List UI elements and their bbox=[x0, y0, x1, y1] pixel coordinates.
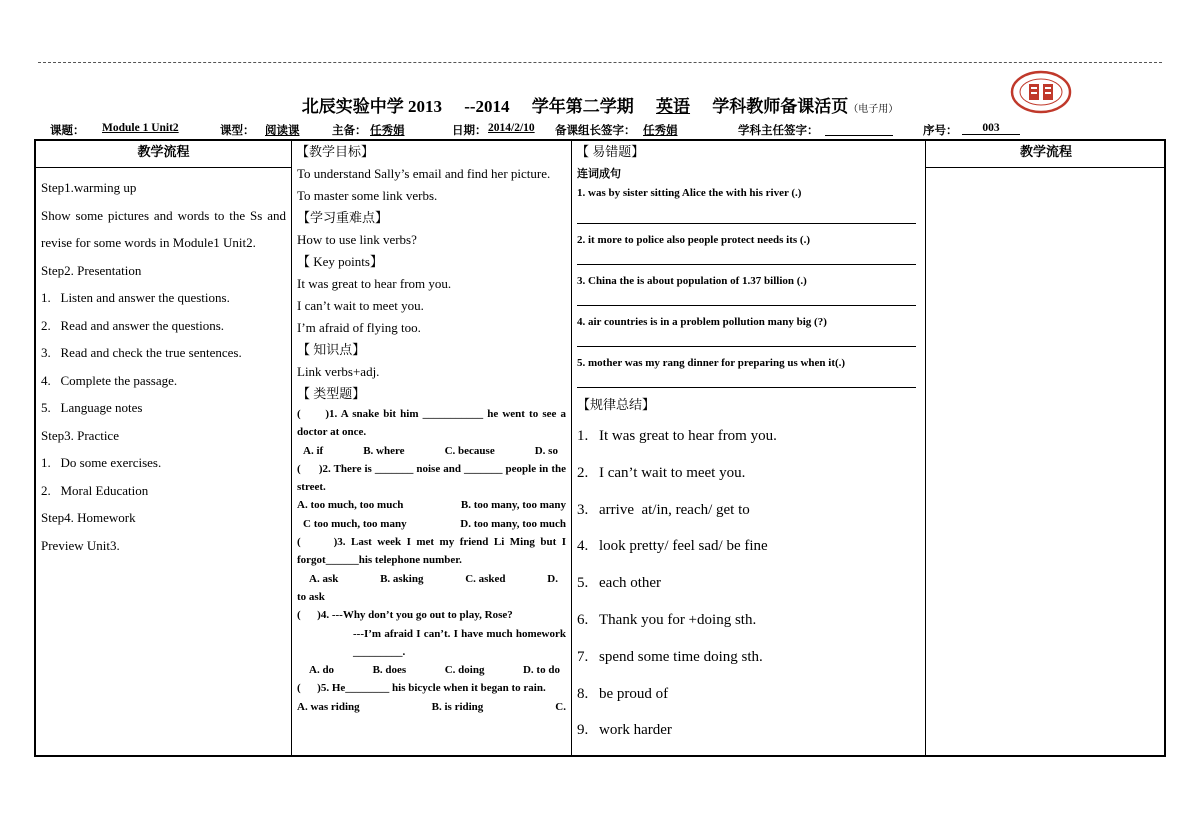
option: A. ask bbox=[309, 572, 339, 585]
errors-header: 【 易错题】 bbox=[576, 144, 645, 159]
process-line: 2. Read and answer the questions. bbox=[41, 317, 225, 333]
goals-body bbox=[292, 161, 571, 718]
question-5: ( )5. He________ his bicycle when it began to rain. bbox=[297, 682, 546, 695]
rule-text: I can’t wait to meet you. bbox=[599, 464, 746, 481]
title-subject: 英语 bbox=[656, 97, 691, 116]
rule-item: 2. I can’t wait to meet you. bbox=[577, 464, 746, 481]
option: A. too much, too much bbox=[297, 499, 404, 512]
rule-text: work harder bbox=[599, 722, 672, 739]
process-body bbox=[36, 168, 291, 565]
top-dashed-rule bbox=[38, 62, 1162, 63]
leader-label: 备课组长签字： bbox=[555, 125, 636, 137]
rule-text: Thank you for +doing sth. bbox=[599, 611, 757, 628]
process-line: Step4. Homework bbox=[41, 510, 136, 525]
date-label: 日期： bbox=[452, 125, 487, 137]
column-goals bbox=[292, 141, 572, 755]
sentence-item: 1. was by sister sitting Alice the with his river (.) bbox=[577, 187, 802, 199]
goal-header: 【教学目标】 bbox=[296, 144, 375, 159]
sentence-item: 2. it more to police also people protect needs its (.) bbox=[577, 234, 810, 246]
option: D. to do bbox=[522, 664, 560, 677]
option: A. if bbox=[303, 444, 324, 457]
option: C. asked bbox=[465, 572, 506, 585]
option: C. bbox=[555, 700, 566, 713]
rule-item: 8. be proud of bbox=[577, 685, 669, 702]
goal-line: To understand Sally’s email and find her picture. bbox=[297, 166, 551, 181]
question-4: ( )4. ---Why don’t you go out to play, Rose? bbox=[297, 609, 513, 622]
type-header: 【 类型题】 bbox=[297, 386, 366, 401]
option: C. because bbox=[444, 444, 495, 457]
option: A. do bbox=[309, 664, 335, 677]
rule-text: It was great to hear from you. bbox=[599, 428, 777, 444]
process-line: Preview Unit3. bbox=[41, 537, 120, 553]
process-line: 4. Complete the passage. bbox=[41, 372, 178, 388]
sentence-item: 3. China the is about population of 1.37 billion (.) bbox=[577, 275, 807, 287]
rule-item: 9. work harder bbox=[577, 722, 672, 739]
rule-item: 4. look pretty/ feel sad/ be fine bbox=[577, 538, 768, 555]
type-label: 课型： bbox=[220, 125, 255, 137]
column-process-right bbox=[926, 141, 1166, 755]
question-1: ( )1. A snake bit him ___________ he went to see a doctor at once. bbox=[297, 408, 569, 439]
answer-line bbox=[577, 199, 916, 224]
rule-item: 1. It was great to hear from you. bbox=[577, 428, 777, 444]
question-5-options bbox=[297, 698, 566, 716]
key-line: How to use link verbs? bbox=[297, 232, 417, 247]
title-suffix: 学科教师备课活页 bbox=[712, 97, 849, 116]
process-line: Step1.warming up bbox=[41, 180, 137, 195]
option: D. so bbox=[534, 444, 558, 457]
answer-line bbox=[577, 369, 916, 388]
school-seal-logo bbox=[1010, 70, 1072, 114]
point-line: I’m afraid of flying too. bbox=[297, 320, 421, 335]
question-3: ( )3. Last week I met my friend Li Ming but I forgot______his telephone number. bbox=[297, 536, 569, 567]
serial-label: 序号： bbox=[923, 125, 958, 137]
question-2: ( )2. There is _______ noise and _______ people in the street. bbox=[297, 462, 569, 494]
question-4-reply: ---I’m afraid I can’t. I have much homework _________. bbox=[353, 627, 566, 658]
question-4-options bbox=[297, 661, 566, 679]
process-line: 3. Read and check the true sentences. bbox=[41, 345, 242, 360]
title-note: （电子用） bbox=[848, 104, 899, 115]
option: B. does bbox=[372, 664, 407, 677]
option: D. bbox=[547, 572, 558, 585]
knowledge-header: 【 知识点】 bbox=[297, 342, 366, 357]
point-line: It was great to hear from you. bbox=[297, 276, 452, 291]
errors-subheading: 连词成句 bbox=[577, 168, 621, 180]
prep-value: 任秀娟 bbox=[370, 125, 405, 137]
rule-text: be proud of bbox=[599, 685, 669, 702]
topic-value: Module 1 Unit2 bbox=[102, 122, 179, 134]
option: A. was riding bbox=[297, 700, 360, 713]
process-line: 2. Moral Education bbox=[41, 482, 149, 498]
title-years: --2014 bbox=[464, 97, 510, 116]
sentence-item: 5. mother was my rang dinner for preparing us when it(.) bbox=[577, 357, 846, 369]
option: B. too many, too many bbox=[460, 499, 566, 512]
question-3-tail: to ask bbox=[297, 590, 325, 603]
question-1-options bbox=[297, 442, 566, 460]
rule-item: 7. spend some time doing sth. bbox=[577, 648, 763, 665]
process-line: Show some pictures and words to the Ss and revise for some words in Module1 Unit2. bbox=[41, 207, 286, 250]
process-line: 5. Language notes bbox=[41, 400, 143, 415]
prep-label: 主备： bbox=[332, 125, 367, 137]
process-line: Step3. Practice bbox=[41, 427, 119, 443]
director-label: 学科主任签字： bbox=[738, 125, 819, 137]
topic-label: 课题： bbox=[50, 125, 85, 137]
rule-item: 5. each other bbox=[577, 575, 662, 592]
process-right-header: 教学流程 bbox=[926, 141, 1166, 168]
option: B. asking bbox=[380, 572, 424, 585]
answer-line bbox=[577, 246, 916, 265]
question-3-options bbox=[297, 570, 566, 588]
rule-text: look pretty/ feel sad/ be fine bbox=[599, 538, 768, 555]
key-header: 【学习重难点】 bbox=[297, 210, 389, 225]
serial-value: 003 bbox=[962, 122, 1020, 135]
rule-text: arrive at/in, reach/ get to bbox=[599, 501, 750, 518]
process-line: Step2. Presentation bbox=[41, 262, 142, 278]
errors-body bbox=[572, 161, 925, 751]
exercise-block bbox=[297, 405, 569, 716]
rule-text: spend some time doing sth. bbox=[599, 648, 763, 665]
option: C too much, too many bbox=[303, 517, 407, 530]
goal-line: To master some link verbs. bbox=[297, 188, 438, 203]
option: B. where bbox=[363, 444, 405, 457]
knowledge-line: Link verbs+adj. bbox=[297, 364, 380, 379]
column-errors bbox=[572, 141, 926, 755]
rules-header: 【规律总结】 bbox=[577, 397, 656, 412]
leader-value: 任秀娟 bbox=[643, 125, 678, 137]
rule-text: each other bbox=[599, 575, 662, 592]
column-process bbox=[36, 141, 292, 755]
answer-line bbox=[577, 328, 916, 347]
lesson-table bbox=[34, 139, 1166, 757]
director-signature-blank bbox=[825, 122, 893, 136]
process-line: 1. Do some exercises. bbox=[41, 455, 162, 470]
question-2-options bbox=[297, 496, 566, 514]
sentence-item: 4. air countries is in a problem pollution many big (?) bbox=[577, 316, 827, 328]
question-2-options bbox=[297, 515, 566, 533]
title-school: 北辰实验中学 2013 bbox=[301, 97, 442, 116]
answer-line bbox=[577, 287, 916, 306]
option: D. too many, too much bbox=[460, 517, 566, 530]
option: B. is riding bbox=[431, 700, 484, 713]
process-line: 1. Listen and answer the questions. bbox=[41, 290, 230, 305]
option: C. doing bbox=[444, 664, 485, 677]
rules-list bbox=[577, 418, 920, 749]
title-term: 学年第二学期 bbox=[531, 97, 634, 116]
point-line: I can’t wait to meet you. bbox=[297, 298, 424, 313]
rule-item: 3. arrive at/in, reach/ get to bbox=[577, 501, 750, 518]
points-header: 【 Key points】 bbox=[297, 254, 383, 269]
type-value: 阅读课 bbox=[265, 125, 300, 137]
date-value: 2014/2/10 bbox=[488, 122, 535, 134]
process-header: 教学流程 bbox=[36, 141, 291, 168]
rule-item: 6. Thank you for +doing sth. bbox=[577, 611, 757, 628]
